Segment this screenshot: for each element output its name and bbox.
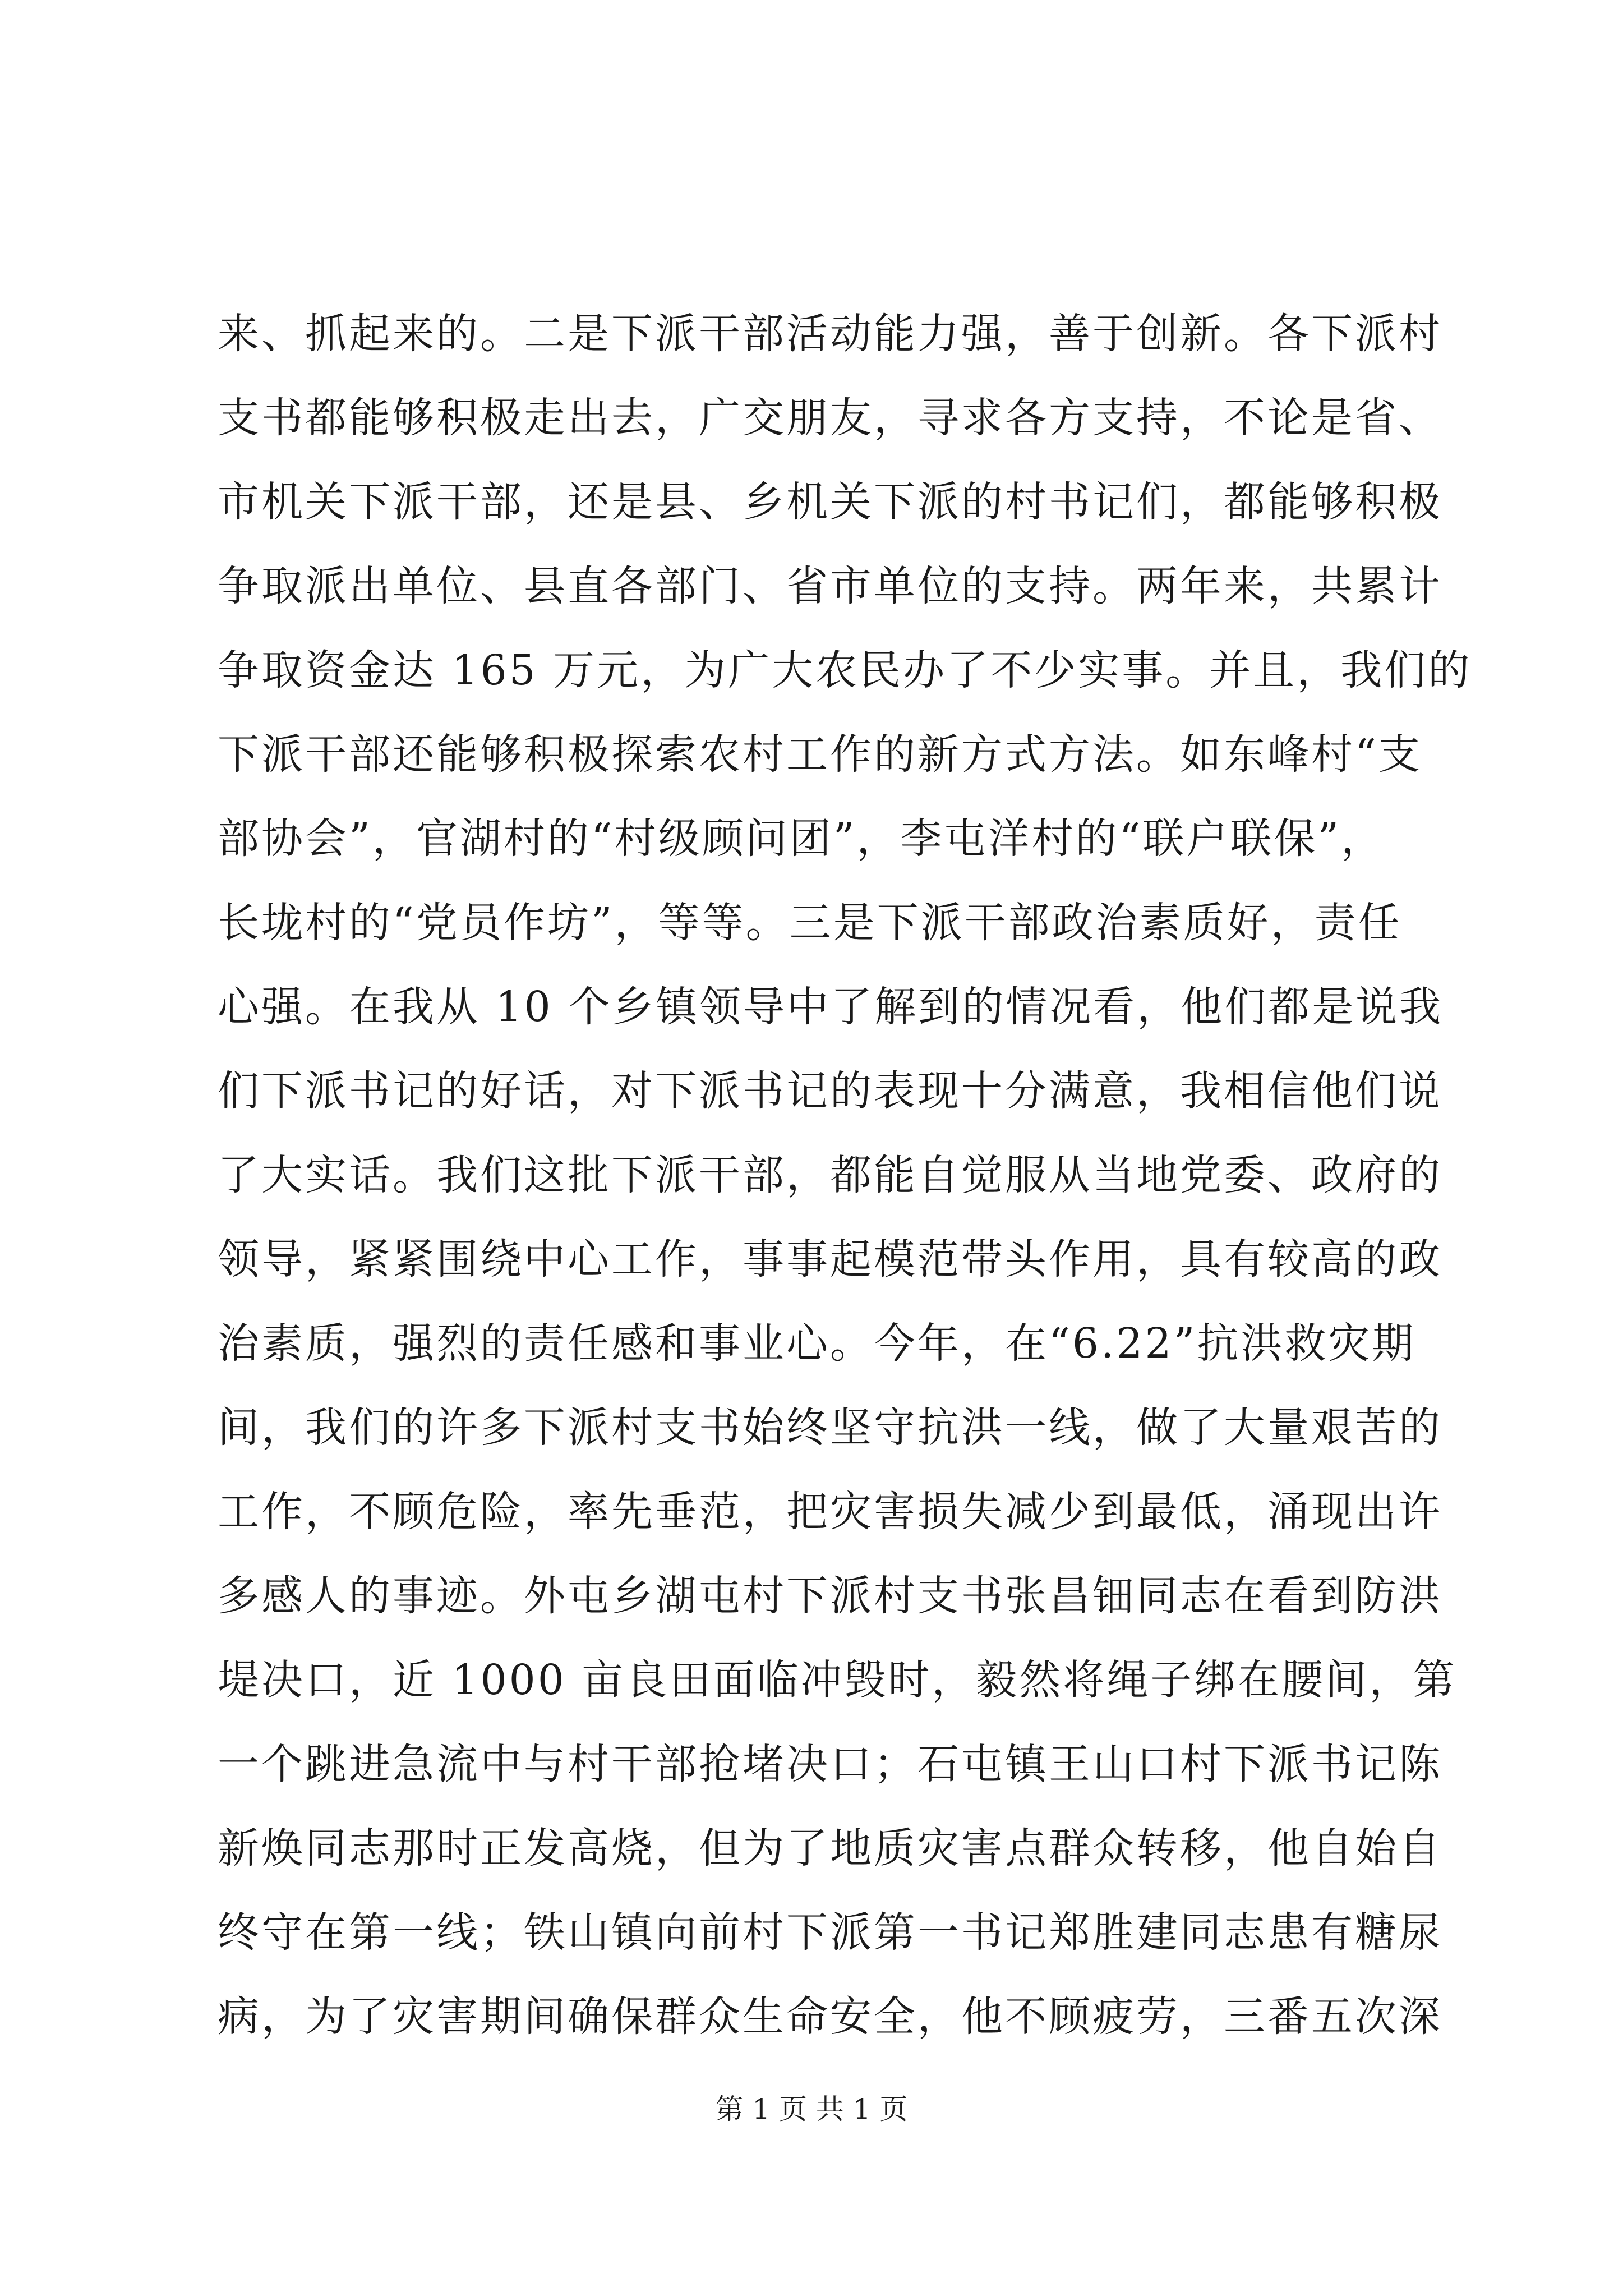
page-footer: 第 1 页 共 1 页 [715, 2093, 908, 2125]
text-line: 市机关下派干部，还是县、乡机关下派的村书记们，都能够积极 [218, 478, 1442, 526]
text-line: 新焕同志那时正发高烧，但为了地质灾害点群众转移，他自始自 [218, 1824, 1442, 1872]
text-line: 堤决口，近 1000 亩良田面临冲毁时，毅然将绳子绑在腰间，第 [218, 1656, 1457, 1704]
text-line: 一个跳进急流中与村干部抢堵决口；石屯镇王山口村下派书记陈 [218, 1740, 1442, 1788]
text-line: 下派干部还能够积极探索农村工作的新方式方法。如东峰村“支 [218, 730, 1422, 779]
text-line: 们下派书记的好话，对下派书记的表现十分满意，我相信他们说 [218, 1067, 1442, 1115]
text-line: 支书都能够积极走出去，广交朋友，寻求各方支持，不论是省、 [218, 394, 1442, 442]
text-line: 长垅村的“党员作坊”，等等。三是下派干部政治素质好，责任 [218, 899, 1402, 947]
text-line: 治素质，强烈的责任感和事业心。今年，在“6.22”抗洪救灾期 [218, 1319, 1416, 1368]
text-line: 了大实话。我们这批下派干部，都能自觉服从当地党委、政府的 [218, 1151, 1442, 1199]
text-line: 领导，紧紧围绕中心工作，事事起模范带头作用，具有较高的政 [218, 1235, 1442, 1283]
text-line: 工作，不顾危险，率先垂范，把灾害损失减少到最低，涌现出许 [218, 1488, 1442, 1536]
text-line: 病，为了灾害期间确保群众生命安全，他不顾疲劳，三番五次深 [218, 1993, 1442, 2041]
text-line: 部协会”，官湖村的“村级顾问团”，李屯洋村的“联户联保”， [218, 815, 1385, 863]
text-line: 争取派出单位、县直各部门、省市单位的支持。两年来，共累计 [218, 562, 1442, 610]
text-line: 间，我们的许多下派村支书始终坚守抗洪一线，做了大量艰苦的 [218, 1404, 1442, 1452]
text-line: 心强。在我从 10 个乡镇领导中了解到的情况看，他们都是说我 [218, 983, 1444, 1031]
text-line: 多感人的事迹。外屯乡湖屯村下派村支书张昌钿同志在看到防洪 [218, 1572, 1442, 1620]
body-text [218, 292, 1472, 2059]
text-line: 来、抓起来的。二是下派干部活动能力强，善于创新。各下派村 [218, 310, 1442, 358]
text-line: 终守在第一线；铁山镇向前村下派第一书记郑胜建同志患有糖尿 [218, 1908, 1442, 1957]
text-line: 争取资金达 165 万元，为广大农民办了不少实事。并且，我们的 [218, 646, 1472, 694]
